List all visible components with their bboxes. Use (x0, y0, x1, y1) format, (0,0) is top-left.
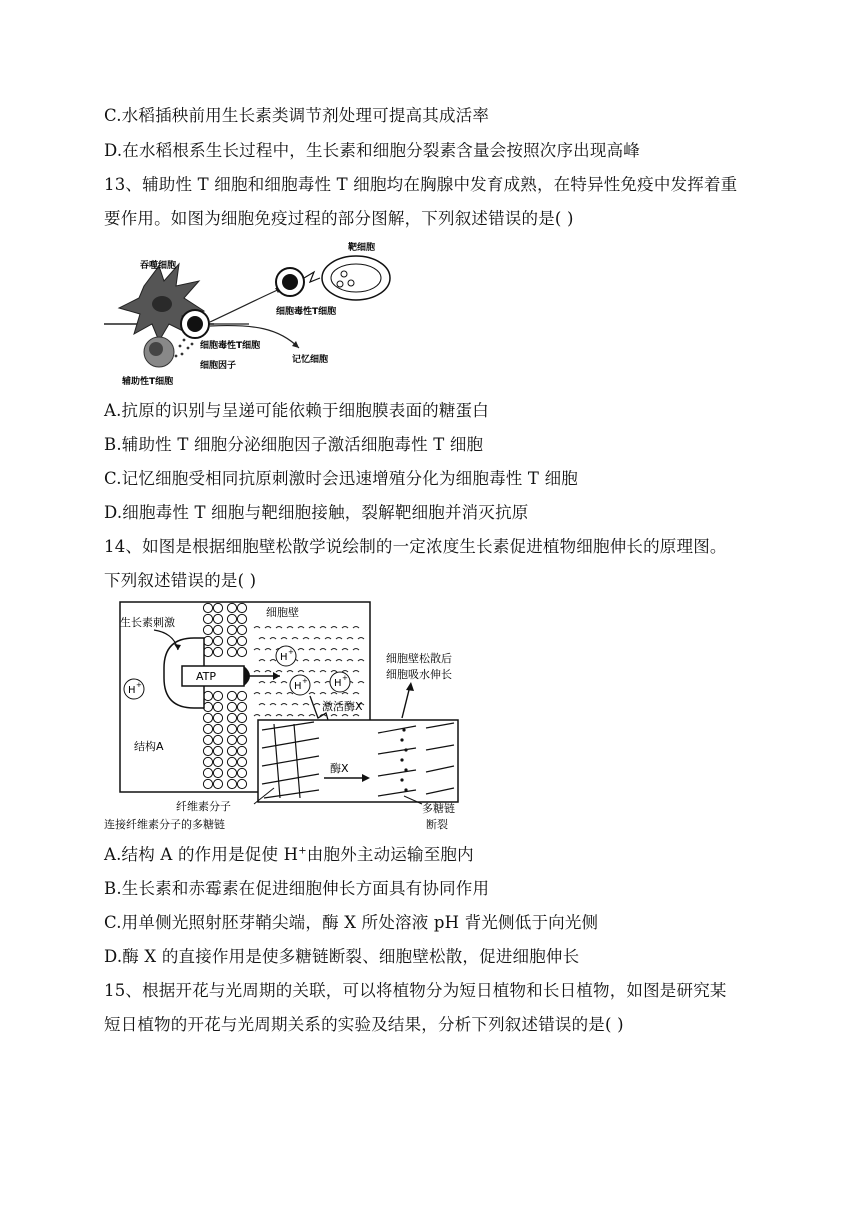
q14-stem-line1: 14、如图是根据细胞壁松散学说绘制的一定浓度生长素促进植物细胞伸长的原理图。 (104, 537, 727, 556)
label-hplus-3-sup: + (302, 677, 308, 685)
lipid-head (237, 713, 246, 722)
q14-option-d: D.酶 X 的直接作用是使多糖链断裂、细胞壁松散，促进细胞伸长 (104, 947, 580, 966)
lipid-head (203, 779, 212, 788)
label-hplus-4-sup: + (342, 674, 348, 682)
lipid-head (227, 779, 236, 788)
lipid-head (203, 702, 212, 711)
q15-stem-line2: 短日植物的开花与光周期关系的实验及结果，分析下列叙述错误的是( ) (104, 1015, 624, 1034)
figure-cell-immunity (104, 236, 404, 392)
figure-cell-wall (104, 598, 464, 836)
lipid-head (203, 768, 212, 777)
lipid-head (227, 647, 236, 656)
lipid-head (203, 614, 212, 623)
lipid-head (213, 735, 222, 744)
lipid-head (213, 768, 222, 777)
label-hplus-4: H (334, 678, 342, 689)
label-enzyme-x: 酶X (330, 762, 349, 775)
lipid-head (237, 636, 246, 645)
lipid-head (203, 746, 212, 755)
lipid-head (203, 625, 212, 634)
lipid-head (203, 636, 212, 645)
lipid-head (237, 757, 246, 766)
immunity-diagram (104, 236, 404, 392)
lipid-head (237, 724, 246, 733)
lipid-head (237, 779, 246, 788)
q14-option-a-post: 由胞外主动运输至胞内 (306, 845, 474, 864)
label-auxin-stimulus: 生长素刺激 (120, 616, 175, 629)
lipid-head (213, 691, 222, 700)
label-helper-t-cell: 辅助性T细胞 (122, 377, 174, 387)
lipid-head (227, 735, 236, 744)
label-hplus-1-sup: + (136, 681, 142, 689)
q14-option-a-pre: A.结构 A 的作用是促使 H (104, 845, 299, 864)
label-loose-line2: 细胞吸水伸长 (386, 668, 452, 681)
lipid-head (203, 691, 212, 700)
label-polysaccharide-chain: 连接纤维素分子的多糖链 (104, 818, 225, 831)
label-target-cell: 靶细胞 (348, 243, 376, 253)
lipid-head (213, 636, 222, 645)
lipid-head (227, 691, 236, 700)
q12-option-c: C.水稻插秧前用生长素类调节剂处理可提高其成活率 (104, 106, 490, 125)
q14-option-b: B.生长素和赤霉素在促进细胞伸长方面具有协同作用 (104, 879, 490, 898)
q12-option-d: D.在水稻根系生长过程中，生长素和细胞分裂素含量会按照次序出现高峰 (104, 141, 640, 160)
lipid-head (203, 735, 212, 744)
lipid-head (227, 724, 236, 733)
lipid-head (203, 647, 212, 656)
lipid-head (237, 735, 246, 744)
label-hplus-2: H (280, 652, 288, 663)
lipid-head (227, 625, 236, 634)
lipid-head (237, 625, 246, 634)
lipid-head (213, 724, 222, 733)
lipid-head (213, 779, 222, 788)
lipid-head (237, 603, 246, 612)
label-hplus-2-sup: + (288, 648, 294, 656)
q13-option-d: D.细胞毒性 T 细胞与靶细胞接触，裂解靶细胞并消灭抗原 (104, 503, 529, 522)
lipid-head (213, 625, 222, 634)
label-phagocyte: 吞噬细胞 (140, 261, 177, 271)
label-loose-line1: 细胞壁松散后 (386, 652, 452, 665)
lipid-head (227, 757, 236, 766)
lipid-head (203, 757, 212, 766)
lipid-head (237, 746, 246, 755)
lipid-head (213, 647, 222, 656)
lipid-head (237, 768, 246, 777)
label-structure-a: 结构A (134, 740, 164, 753)
label-ctl-left: 细胞毒性T细胞 (200, 341, 261, 351)
lipid-head (227, 614, 236, 623)
lipid-head (213, 746, 222, 755)
lipid-head (213, 702, 222, 711)
q14-stem-line2: 下列叙述错误的是( ) (104, 571, 257, 590)
q13-stem-line1: 13、辅助性 T 细胞和细胞毒性 T 细胞均在胸腺中发育成熟，在特异性免疫中发挥着重 (104, 175, 738, 194)
label-break-line1: 多糖链 (422, 802, 455, 815)
label-cellulose: 纤维素分子 (176, 800, 231, 813)
label-atp: ATP (196, 670, 217, 683)
label-ctl-right: 细胞毒性T细胞 (276, 307, 337, 317)
lipid-head (213, 603, 222, 612)
label-hplus-1: H (128, 685, 136, 696)
lipid-head (203, 724, 212, 733)
lipid-head (203, 713, 212, 722)
label-memory-cell: 记忆细胞 (292, 355, 329, 365)
q13-option-c: C.记忆细胞受相同抗原刺激时会迅速增殖分化为细胞毒性 T 细胞 (104, 469, 578, 488)
lipid-head (227, 603, 236, 612)
q14-option-c: C.用单侧光照射胚芽鞘尖端，酶 X 所处溶液 pH 背光侧低于向光侧 (104, 913, 599, 932)
lipid-head (213, 614, 222, 623)
lipid-head (237, 702, 246, 711)
q15-stem-line1: 15、根据开花与光周期的关联，可以将植物分为短日植物和长日植物，如图是研究某 (104, 981, 727, 1000)
lipid-head (213, 757, 222, 766)
label-break-line2: 断裂 (426, 818, 448, 831)
q13-option-b: B.辅助性 T 细胞分泌细胞因子激活细胞毒性 T 细胞 (104, 435, 484, 454)
lipid-head (237, 614, 246, 623)
lipid-head (227, 768, 236, 777)
lipid-head (203, 603, 212, 612)
q14-option-a (104, 843, 474, 867)
label-cytokine: 细胞因子 (200, 361, 237, 371)
q14-option-a-sup: + (298, 845, 307, 857)
lipid-head (227, 713, 236, 722)
label-activate-enzyme: 激活酶X (322, 700, 363, 713)
lipid-head (227, 636, 236, 645)
lipid-head (237, 647, 246, 656)
lipid-head (227, 746, 236, 755)
lipid-head (227, 702, 236, 711)
lipid-head (237, 691, 246, 700)
q13-stem-line2: 要作用。如图为细胞免疫过程的部分图解，下列叙述错误的是( ) (104, 209, 574, 228)
cell-wall-diagram (104, 598, 464, 836)
label-hplus-3: H (294, 681, 302, 692)
q13-option-a: A.抗原的识别与呈递可能依赖于细胞膜表面的糖蛋白 (104, 401, 489, 420)
label-cell-wall: 细胞壁 (266, 606, 299, 619)
lipid-head (213, 713, 222, 722)
